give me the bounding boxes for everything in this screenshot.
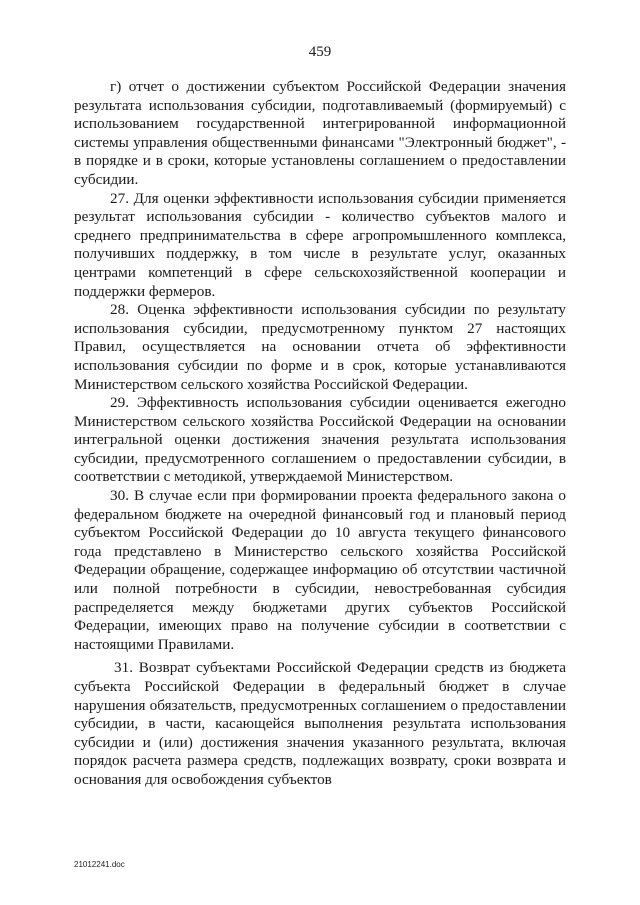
paragraph-30: 30. В случае если при формировании проекта федерального закона о федеральном бюджете на очередной финансовый год и плановый период субъектом Российской Федерации до 10 августа текущего финансового года представлено в Министерство сельского хозяйства Российской Федерации обращение, содержащее информацию об отсутствии частичной или полной потребности в субсидии, невостребованная субсидия распределяется между бюджетами других субъектов Российской Федерации, имеющих право на получение субсидии в соответствии с настоящими Правилами. (74, 487, 566, 653)
page-number: 459 (308, 44, 332, 60)
paragraph-item-g: г) отчет о достижении субъектом Российской Федерации значения результата использования субсидии, подготавливаемый (формируемый) с использованием государственной интегрированной информационной системы управления общественными финансами "Электронный бюджет", - в порядке и в сроки, которые установлены соглашением о предоставлении субсидии. (74, 78, 566, 188)
paragraph-28: 28. Оценка эффективности использования субсидии по результату использования субсидии, предусмотренному пунктом 27 настоящих Правил, осуществляется на основании отчета об эффективности использования субсидии по форме и в срок, которые устанавливаются Министерством сельского хозяйства Российской Федерации. (74, 301, 566, 393)
paragraph-27: 27. Для оценки эффективности использования субсидии применяется результат использования субсидии - количество субъектов малого и среднего предпринимательства в сфере агропромышленного комплекса, получивших поддержку, в том числе в результате услуг, оказанных центрами компетенций в сфере сельскохозяйственной кооперации и поддержки фермеров. (74, 189, 566, 300)
paragraph-29: 29. Эффективность использования субсидии оценивается ежегодно Министерством сельского хозяйства Российской Федерации на основании интегральной оценки достижения значения результата использования субсидии, предусмотренного соглашением о предоставлении субсидии, в соответствии с методикой, утверждаемой Министерством. (74, 394, 566, 486)
paragraph-31: 31. Возврат субъектами Российской Федерации средств из бюджета субъекта Российской Федерации в федеральный бюджет в случае нарушения обязательств, предусмотренных соглашением о предоставлении субсидии, в части, касающейся выполнения результата использования субсидии и (или) достижения значения указанного результата, включая порядок расчета размера средств, подлежащих возврату, сроки возврата и основания для освобождения субъектов (74, 659, 566, 788)
document-file-code: 21012241.doc (74, 860, 125, 869)
document-body (74, 78, 566, 790)
